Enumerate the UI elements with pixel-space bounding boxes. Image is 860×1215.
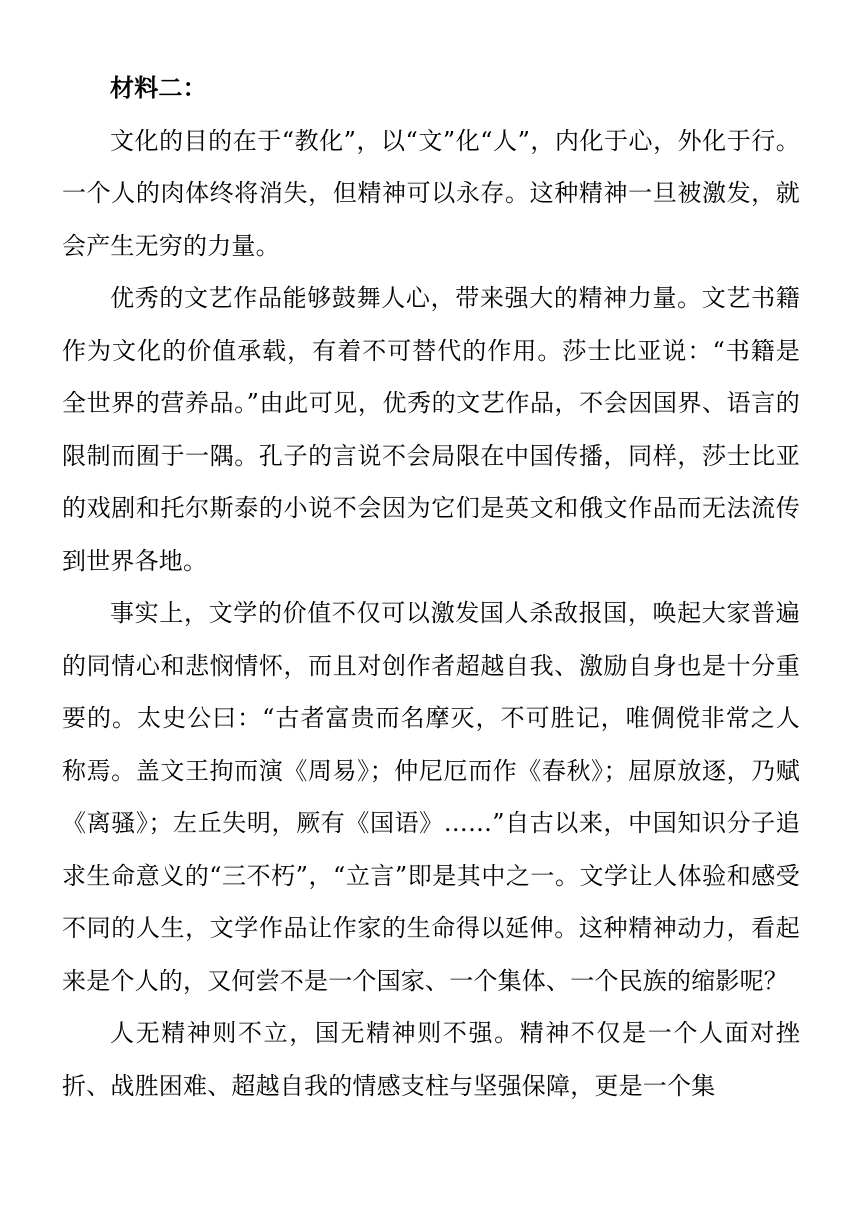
paragraph-2: 优秀的文艺作品能够鼓舞人心，带来强大的精神力量。文艺书籍作为文化的价值承载，有着不可替代的作用。莎士比亚说：“书籍是全世界的营养品。”由此可见，优秀的文艺作品，不会因国界、语言的限制而囿于一隅。孔子的言说不会局限在中国传播，同样，莎士比亚的戏剧和托尔斯泰的小说不会因为它们是英文和俄文作品而无法流传到世界各地。 <box>62 284 800 575</box>
document-body <box>62 62 800 1112</box>
paragraph-4: 人无精神则不立，国无精神则不强。精神不仅是一个人面对挫折、战胜困难、超越自我的情感支柱与坚强保障，更是一个集 <box>62 1019 800 1100</box>
section-heading: 材料二： <box>110 74 207 102</box>
paragraph-1: 文化的目的在于“教化”，以“文”化“人”，内化于心，外化于行。一个人的肉体终将消失，但精神可以永存。这种精神一旦被激发，就会产生无穷的力量。 <box>62 126 800 260</box>
paragraph-3: 事实上，文学的价值不仅可以激发国人杀敌报国，唤起大家普遍的同情心和悲悯情怀，而且对创作者超越自我、激励自身也是十分重要的。太史公曰：“古者富贵而名摩灭，不可胜记，唯倜傥非常之人称焉。盖文王拘而演《周易》；仲尼厄而作《春秋》；屈原放逐，乃赋《离骚》；左丘失明，厥有《国语》……”自古以来，中国知识分子追求生命意义的“三不朽”，“立言”即是其中之一。文学让人体验和感受不同的人生，文学作品让作家的生命得以延伸。这种精神动力，看起来是个人的，又何尝不是一个国家、一个集体、一个民族的缩影呢？ <box>62 599 800 995</box>
